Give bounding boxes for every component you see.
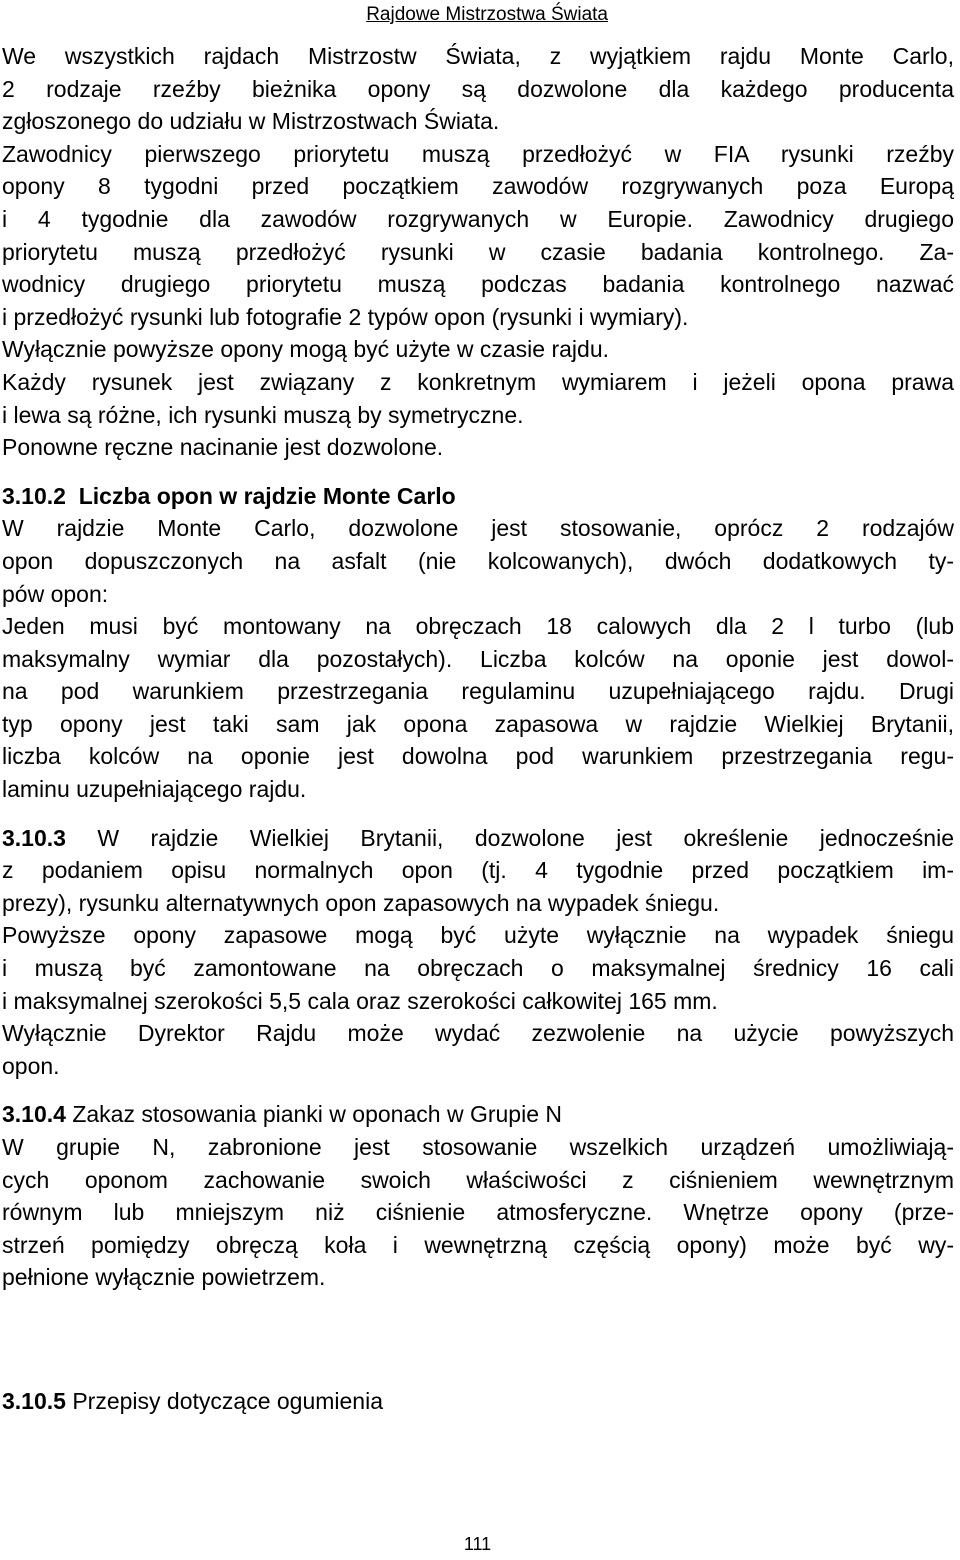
section-line: W grupie N, zabronione jest stosowanie wszelkich urządzeń umożliwiają- [2,1134,954,1160]
section-number: 3.10.2 [2,482,66,509]
section-line: równym lub mniejszym niż ciśnienie atmosferyczne. Wnętrze opony (prze- [2,1199,954,1226]
section-line: Jeden musi być montowany na obręczach 18 calowych dla 2 l turbo (lub [2,613,954,640]
intro-line: i lewa są różne, ich rysunki muszą by symetryczne. [2,401,524,428]
section-line: W rajdzie Monte Carlo, dozwolone jest stosowanie, oprócz 2 rodzajów [2,515,954,542]
section-heading [2,822,954,855]
section-heading [2,1098,954,1131]
intro-line: 2 rodzaje rzeźby bieżnika opony są dozwolone dla każdego producenta [2,75,954,102]
section-line: i maksymalnej szerokości 5,5 cala oraz szerokości całkowitej 165 mm. [2,987,718,1014]
section-spacer [2,1082,954,1098]
section-number: 3.10.4 [2,1101,66,1128]
section-title: Przepisy dotyczące ogumienia [72,1387,384,1414]
section-number: 3.10.5 [2,1387,66,1414]
running-header: Rajdowe Mistrzostwa Świata [366,4,608,25]
intro-line: Wyłącznie powyższe opony mogą być użyte w czasie rajdu. [2,336,610,363]
intro-line: zgłoszonego do udziału w Mistrzostwach Świata. [2,108,500,135]
section-line: pów opon: [2,580,109,607]
section-heading [2,480,954,513]
section-line: opon. [2,1052,60,1079]
section-heading [2,1385,954,1418]
section-line: z podaniem opisu normalnych opon (tj. 4 tygodnie przed początkiem im- [2,857,954,884]
section-3-10-2 [2,480,954,806]
intro-line: priorytetu muszą przedłożyć rysunki w czasie badania kontrolnego. Za- [2,238,954,265]
section-line: liczba kolców na oponie jest dowolna pod warunkiem przestrzegania regu- [2,743,954,770]
intro-line: opony 8 tygodni przed początkiem zawodów rozgrywanych poza Europą [2,173,954,200]
section-3-10-5 [2,1385,954,1418]
section-line: pełnione wyłącznie powietrzem. [2,1264,326,1291]
section-number: 3.10.3 [2,824,66,851]
section-line: cych oponom zachowanie swoich właściwości z ciśnieniem wewnętrznym [2,1166,954,1193]
intro-paragraph [2,40,954,464]
section-line: maksymalny wymiar dla pozostałych). Liczba kolców na oponie jest dowol- [2,645,954,672]
page-body [2,40,954,1418]
section-line: i muszą być zamontowane na obręczach o maksymalnej średnicy 16 cali [2,955,954,982]
section-3-10-3 [2,822,954,1083]
section-line: prezy), rysunku alternatywnych opon zapasowych na wypadek śniegu. [2,889,720,916]
section-line: Wyłącznie Dyrektor Rajdu może wydać zezwolenie na użycie powyższych [2,1020,954,1047]
intro-line: Ponowne ręczne nacinanie jest dozwolone. [2,434,444,461]
intro-line: i przedłożyć rysunki lub fotografie 2 typów opon (rysunki i wymiary). [2,303,689,330]
intro-line: Każdy rysunek jest związany z konkretnym wymiarem i jeżeli opona prawa [2,368,954,395]
section-spacer [2,464,954,480]
intro-line: Zawodnicy pierwszego priorytetu muszą przedłożyć w FIA rysunki rzeźby [2,140,954,167]
section-spacer [2,1294,954,1385]
section-title: Zakaz stosowania pianki w oponach w Grupie N [72,1101,562,1128]
page-number: 111 [463,1534,492,1554]
section-line: typ opony jest taki sam jak opona zapasowa w rajdzie Wielkiej Brytanii, [2,710,954,737]
intro-line: wodnicy drugiego priorytetu muszą podczas badania kontrolnego nazwać [2,271,954,298]
intro-line: i 4 tygodnie dla zawodów rozgrywanych w Europie. Zawodnicy drugiego [2,205,954,232]
section-3-10-4 [2,1098,954,1294]
section-spacer [2,806,954,822]
section-line: opon dopuszczonych na asfalt (nie kolcowanych), dwóch dodatkowych ty- [2,547,954,574]
section-line: na pod warunkiem przestrzegania regulaminu uzupełniającego rajdu. Drugi [2,678,954,705]
section-title: Liczba opon w rajdzie Monte Carlo [78,482,456,509]
section-line: Powyższe opony zapasowe mogą być użyte wyłącznie na wypadek śniegu [2,922,954,949]
section-first-line: W rajdzie Wielkiej Brytanii, dozwolone jest określenie jednocześnie [97,824,955,851]
section-line: laminu uzupełniającego rajdu. [2,776,307,803]
section-line: strzeń pomiędzy obręczą koła i wewnętrzną częścią opony) może być wy- [2,1231,954,1258]
intro-line: We wszystkich rajdach Mistrzostw Świata, z wyjątkiem rajdu Monte Carlo, [2,43,954,69]
